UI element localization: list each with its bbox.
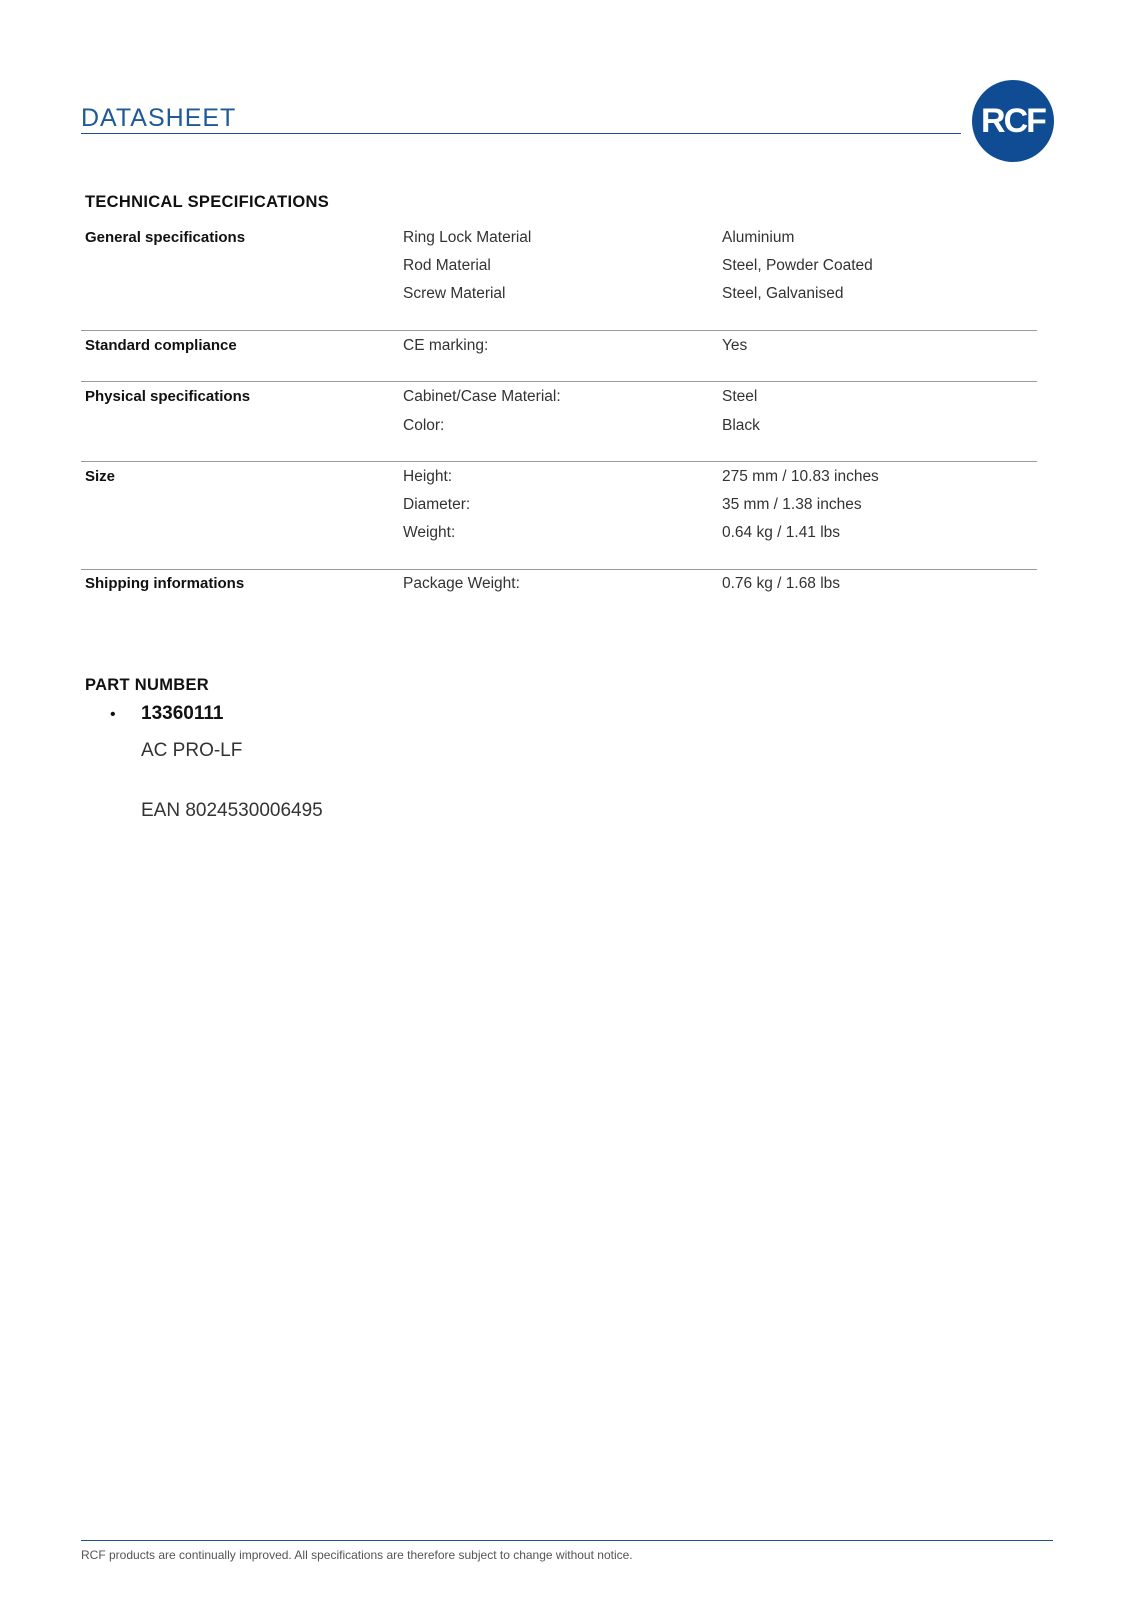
spec-value: Black: [722, 417, 760, 434]
spec-value: 0.64 kg / 1.41 lbs: [722, 524, 841, 541]
part-number: 13360111: [141, 703, 224, 724]
spec-group-label: Size: [85, 468, 116, 485]
spec-row: [81, 468, 1037, 496]
spec-value: Steel, Powder Coated: [722, 257, 873, 274]
spec-row: [81, 496, 1037, 524]
spec-row: [81, 337, 1037, 365]
spec-row: [81, 417, 1037, 445]
spec-group-label: Physical specifications: [85, 388, 251, 405]
part-name: AC PRO-LF: [141, 740, 243, 761]
spec-value: Steel, Galvanised: [722, 285, 844, 302]
part-ean: EAN 8024530006495: [141, 800, 323, 821]
spec-key: Weight:: [403, 524, 456, 541]
section-divider: [81, 381, 1037, 382]
spec-row: [81, 257, 1037, 285]
section-divider: [81, 330, 1037, 331]
bullet-icon: •: [110, 706, 116, 723]
spec-value: 35 mm / 1.38 inches: [722, 496, 862, 513]
part-number-heading: PART NUMBER: [85, 676, 209, 694]
spec-row: [81, 285, 1037, 313]
spec-row: [81, 575, 1037, 603]
spec-value: Yes: [722, 337, 748, 354]
rcf-logo: [972, 80, 1054, 162]
spec-key: Color:: [403, 417, 445, 434]
spec-row: [81, 524, 1037, 552]
footer-divider: [81, 1540, 1053, 1541]
spec-key: Cabinet/Case Material:: [403, 388, 561, 405]
technical-specifications-heading: TECHNICAL SPECIFICATIONS: [85, 193, 330, 211]
document-title: DATASHEET: [81, 104, 237, 132]
spec-key: Ring Lock Material: [403, 229, 532, 246]
spec-value: 275 mm / 10.83 inches: [722, 468, 879, 485]
footer-disclaimer: RCF products are continually improved. All specifications are therefore subject to change without notice.: [81, 1548, 633, 1562]
spec-key: CE marking:: [403, 337, 489, 354]
spec-key: Diameter:: [403, 496, 471, 513]
spec-row: [81, 229, 1037, 257]
spec-group-label: General specifications: [85, 229, 246, 246]
spec-value: Aluminium: [722, 229, 795, 246]
spec-group-label: Shipping informations: [85, 575, 245, 592]
spec-value: 0.76 kg / 1.68 lbs: [722, 575, 841, 592]
spec-key: Height:: [403, 468, 453, 485]
spec-group-label: Standard compliance: [85, 337, 237, 354]
spec-row: [81, 388, 1037, 416]
logo-text: RCF: [981, 101, 1045, 140]
spec-value: Steel: [722, 388, 758, 405]
spec-key: Rod Material: [403, 257, 491, 274]
spec-key: Screw Material: [403, 285, 506, 302]
spec-key: Package Weight:: [403, 575, 520, 592]
section-divider: [81, 461, 1037, 462]
section-divider: [81, 569, 1037, 570]
header-divider: [81, 133, 961, 134]
